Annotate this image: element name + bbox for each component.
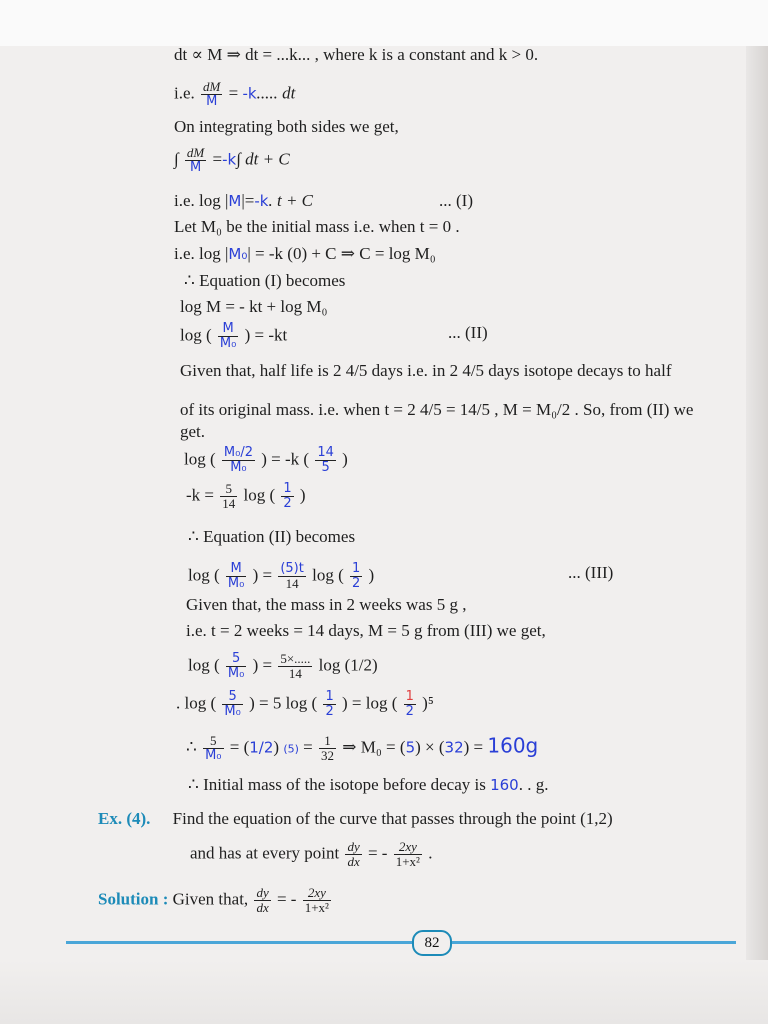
- line-0: dt ∝ M ⇒ dt = ...k... , where k is a constant and k > 0.: [174, 45, 539, 64]
- line-6: i.e. log |M₀| = -k (0) + C ⇒ C = log M₀: [174, 244, 436, 263]
- footer-rule: [66, 941, 736, 944]
- solution-line: Solution : Given that, $\frac{dy}{dx}$ = - $\frac{2xy}{\text{1+x²}}$: [98, 885, 329, 915]
- line-5: Let M₀ be the initial mass i.e. when t = 0 .: [174, 217, 460, 236]
- page-right-edge: [746, 46, 768, 1024]
- dm-over-m: $\frac{dM}{M}$: [203, 79, 221, 109]
- line-11: of its original mass. i.e. when t = 2 4/5 = 14/5 , M = M₀/2 . So, from (II) we: [180, 400, 694, 419]
- line-21: ∴ $\frac{5}{\text{M₀}}$ = (1/2) (5) = $\frac{1}{32}$ ⇒ M₀ = (5) × (32) = 160g: [186, 733, 539, 763]
- example-4-line-2: and has at every point $\frac{dy}{dx}$ = - $\frac{2xy}{\text{1+x²}}$ .: [190, 839, 433, 869]
- line-18: i.e. t = 2 weeks = 14 days, M = 5 g from (III) we get,: [186, 621, 546, 640]
- line-7: ∴ Equation (I) becomes: [184, 271, 346, 290]
- line-16: log ( $\frac{M}{\text{M₀}}$ ) = $\frac{(5)t}{14}$ log ( $\frac{1}{2}$ ) ... (III): [188, 561, 614, 591]
- line-4: i.e. log |M|=-k. t + C ... (I): [174, 191, 473, 210]
- line-19: log ( $\frac{5}{\text{M₀}}$ ) = $\frac{5\times.....}{14}$ log (1/2): [188, 651, 378, 681]
- page-bottom-shadow: [0, 960, 768, 1024]
- page-top-edge: [0, 0, 768, 46]
- line-17: Given that, the mass in 2 weeks was 5 g ,: [186, 595, 467, 614]
- line-2: On integrating both sides we get,: [174, 117, 399, 136]
- example-label: Ex. (4).: [98, 809, 151, 828]
- line-8: log M = - kt + log M₀: [180, 297, 328, 316]
- line-3: ∫ $\frac{dM}{M}$ =-k∫ dt + C: [174, 145, 290, 175]
- page-number: 82: [412, 930, 452, 956]
- solution-label: Solution :: [98, 889, 169, 909]
- line-13: log ( $\frac{\text{M₀/2}}{\text{M₀}}$ ) = -k ( $\frac{14}{5}$ ): [184, 445, 348, 475]
- example-4: Ex. (4). Find the equation of the curve that passes through the point (1,2): [98, 809, 613, 828]
- line-15: ∴ Equation (II) becomes: [188, 527, 356, 546]
- line-10: Given that, half life is 2 4/5 days i.e. in 2 4/5 days isotope decays to half: [180, 361, 672, 380]
- line-20: . log ( $\frac{5}{\text{M₀}}$ ) = 5 log ( $\frac{1}{2}$ ) = log ( $\frac{1}{2}$ )⁵: [176, 689, 434, 719]
- line-22: ∴ Initial mass of the isotope before decay is 160. . g.: [188, 775, 549, 794]
- line-12: get.: [180, 422, 206, 441]
- line-1: i.e. $\frac{dM}{M}$ = -k..... dt: [174, 79, 296, 109]
- line-9: log ( $\frac{M}{\text{M₀}}$ ) = -kt ... (II): [180, 321, 488, 351]
- line-14: -k = $\frac{5}{14}$ log ( $\frac{1}{2}$ ): [186, 481, 306, 511]
